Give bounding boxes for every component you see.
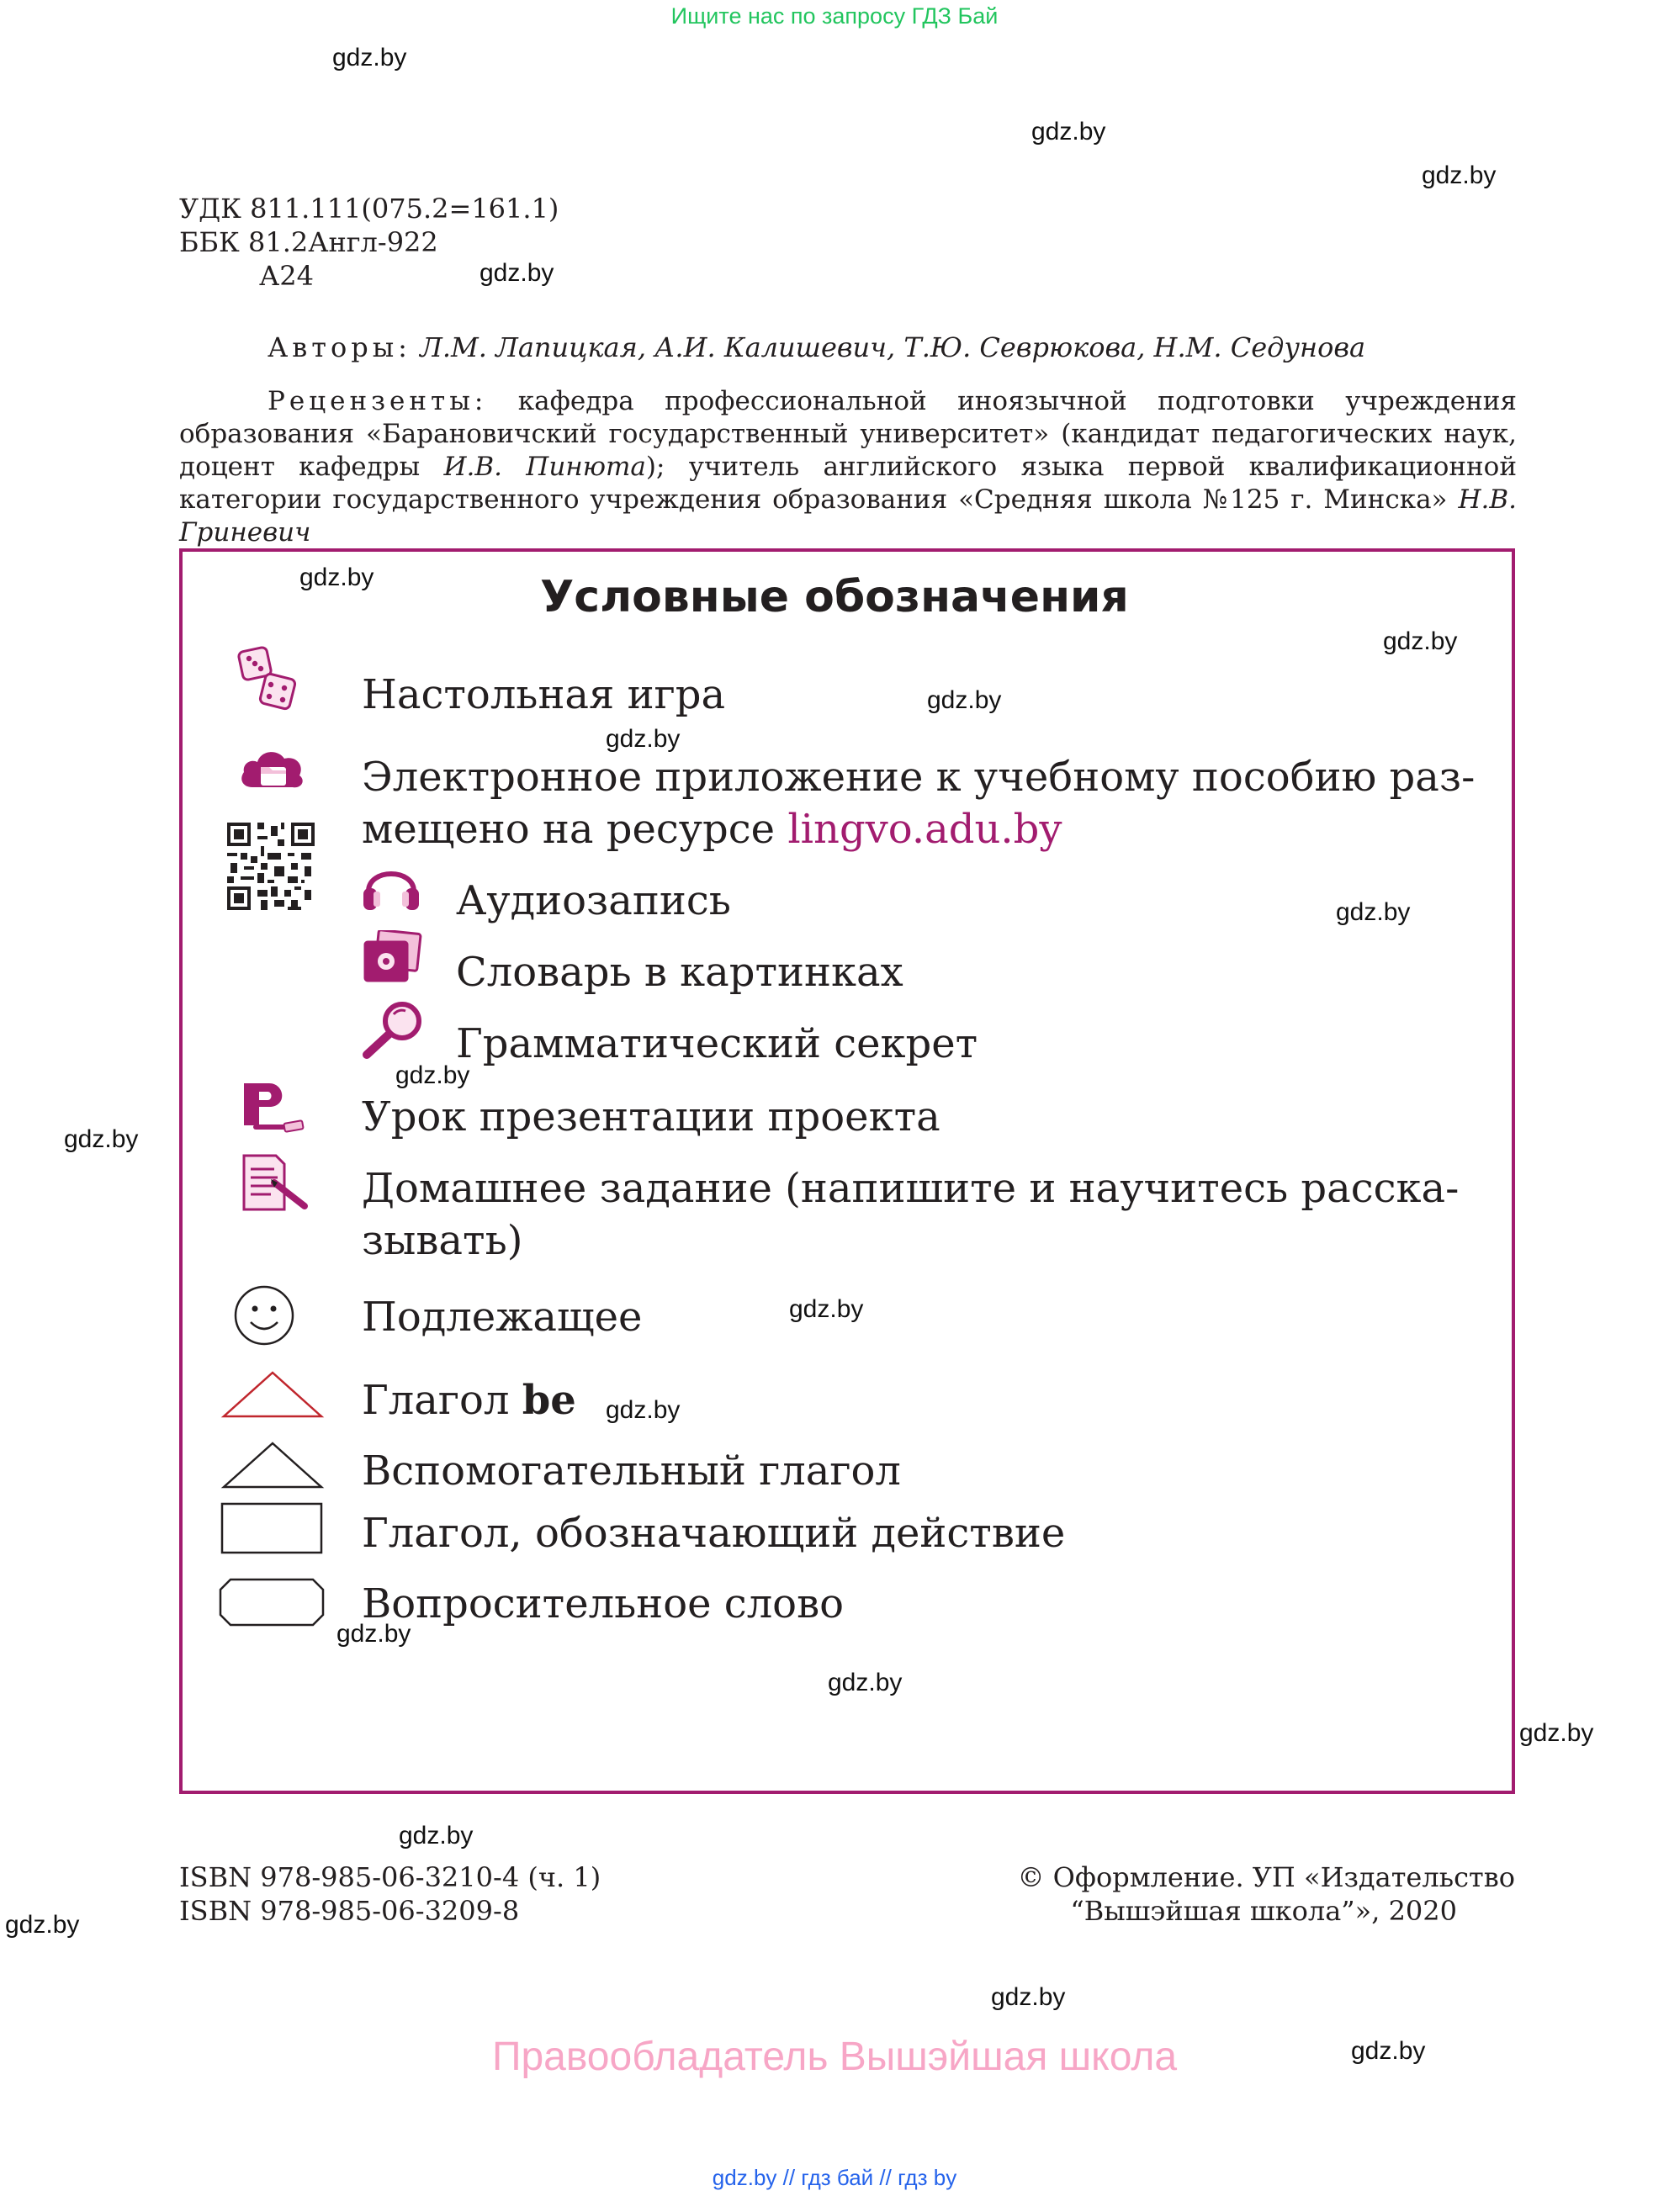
watermark: gdz.by	[5, 1911, 80, 1939]
bottom-links[interactable]: gdz.by // гдз бай // гдз by	[712, 2165, 957, 2190]
legend-e-app-line-2	[362, 803, 1062, 855]
magnifier-icon	[360, 999, 427, 1060]
watermark: gdz.by	[991, 1983, 1066, 2011]
legend-project-lesson: Урок презентации проекта	[362, 1093, 940, 1140]
smiley-icon	[232, 1283, 296, 1347]
legend-verb-be	[362, 1374, 576, 1426]
authors-line	[268, 331, 1513, 364]
lingvo-link[interactable]: lingvo.adu.by	[787, 806, 1062, 853]
watermark: gdz.by	[1422, 161, 1497, 189]
rectangle-icon	[220, 1502, 323, 1554]
red-triangle-icon	[220, 1369, 325, 1420]
dice-icon	[237, 646, 298, 712]
reviewers-text-2: ); учитель английского языка первой квалификационной категории государственного учреждения образования «Средняя школа №125 г. Минска»	[179, 452, 1518, 515]
legend-homework-line-2: зывать)	[362, 1217, 523, 1264]
reviewer-name-2: Н.В. Гриневич	[179, 484, 1517, 548]
reviewers-label: Рецензенты:	[268, 386, 488, 416]
presentation-icon	[239, 1080, 308, 1139]
watermark: gdz.by	[606, 725, 681, 753]
legend-e-app-text: мещено на ресурсе	[362, 806, 776, 853]
watermark: gdz.by	[1351, 2037, 1426, 2065]
watermark: gdz.by	[395, 1061, 470, 1089]
watermark: gdz.by	[299, 564, 374, 591]
legend-verb-be-prefix: Глагол	[362, 1377, 510, 1424]
authors-names: Л.М. Лапицкая, А.И. Калишевич, Т.Ю. Севрюкова, Н.М. Седунова	[420, 331, 1366, 363]
authors-label: Авторы:	[268, 331, 411, 363]
legend-auxiliary-verb: Вспомогательный глагол	[362, 1447, 901, 1495]
reviewers-paragraph	[179, 385, 1517, 549]
black-triangle-icon	[220, 1440, 325, 1490]
reviewers-text-1: кафедра профессиональной иноязычной подготовки учреждения образования «Барановичский государственный университет» (кандидат педагогических наук, доцент кафедры	[179, 386, 1517, 482]
watermark: gdz.by	[480, 259, 554, 287]
cloud-folder-icon	[237, 744, 308, 794]
watermark: gdz.by	[64, 1125, 139, 1153]
top-banner[interactable]: Ищите нас по запросу ГДЗ Бай	[670, 3, 999, 29]
legend-audio: Аудиозапись	[456, 877, 731, 924]
legend-e-app-line-1: Электронное приложение к учебному пособию раз-	[362, 754, 1476, 801]
watermark: gdz.by	[789, 1295, 864, 1323]
watermark: gdz.by	[828, 1669, 903, 1696]
legend-homework-line-1: Домашнее задание (напишите и научитесь расска-	[362, 1165, 1460, 1212]
legend-action-verb: Глагол, обозначающий действие	[362, 1510, 1066, 1557]
watermark: gdz.by	[1519, 1719, 1594, 1747]
qr-code-icon[interactable]	[227, 823, 315, 910]
watermark: gdz.by	[1336, 898, 1411, 926]
watermark: gdz.by	[399, 1822, 474, 1850]
rights-holder: Правообладатель Вышэйшая школа	[491, 2035, 1178, 2079]
code: А24	[259, 260, 314, 292]
watermark: gdz.by	[927, 686, 1002, 714]
watermark: gdz.by	[336, 1620, 411, 1648]
copyright-line-1: © Оформление. УП «Издательство	[1017, 1861, 1515, 1893]
watermark: gdz.by	[1031, 118, 1106, 146]
homework-notebook-icon	[241, 1152, 311, 1213]
watermark: gdz.by	[332, 44, 407, 71]
legend-title: Условные обозначения	[540, 572, 1129, 622]
legend-grammar-secret: Грамматический секрет	[456, 1020, 978, 1067]
legend-board-game: Настольная игра	[362, 671, 726, 718]
cut-corner-rectangle-icon	[219, 1578, 325, 1627]
legend-picture-dictionary: Словарь в картинках	[456, 949, 903, 996]
watermark: gdz.by	[606, 1396, 681, 1424]
isbn-2: ISBN 978-985-06-3209-8	[179, 1895, 520, 1927]
reviewer-name-1: И.В. Пинюта	[443, 452, 646, 482]
headphones-icon	[362, 858, 421, 913]
picture-cards-icon	[362, 930, 422, 986]
copyright-line-2: “Вышэйшая школа”», 2020	[1070, 1895, 1457, 1927]
isbn-1: ISBN 978-985-06-3210-4 (ч. 1)	[179, 1861, 601, 1893]
legend-subject: Подлежащее	[362, 1294, 643, 1341]
watermark: gdz.by	[1383, 627, 1458, 655]
udk: УДК 811.111(075.2=161.1)	[179, 193, 559, 225]
legend-verb-be-word: be	[522, 1377, 576, 1424]
legend-question-word: Вопросительное слово	[362, 1580, 844, 1627]
bbk: ББК 81.2Англ-922	[179, 226, 438, 258]
